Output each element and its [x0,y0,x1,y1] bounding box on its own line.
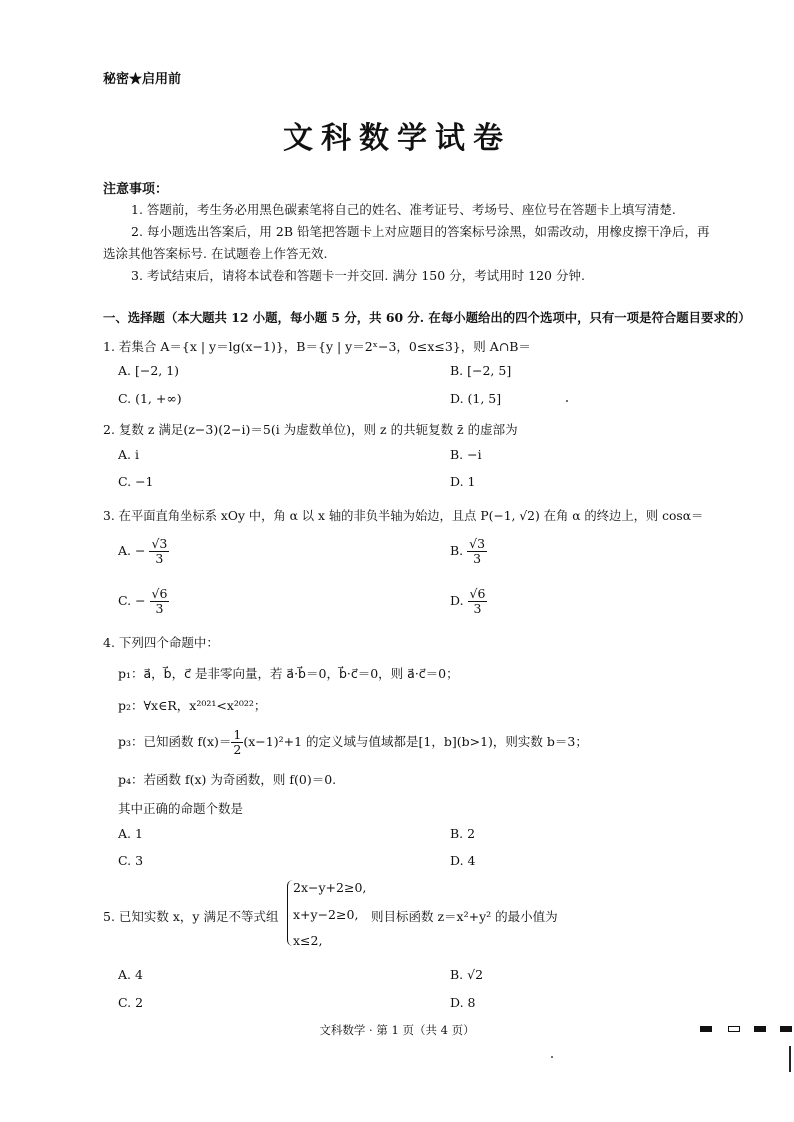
numerator: √3 [469,536,486,551]
registration-mark [780,1026,792,1032]
fraction-one-half [231,728,243,757]
question-3-stem: 3. 在平面直角坐标系 xOy 中，角 α 以 x 轴的非负半轴为始边，且点 P(−1, √2) 在角 α 的终边上，则 cosα＝ [103,509,704,523]
question-3-option-a [118,537,169,566]
confidential-label: 秘密★启用前 [103,72,182,87]
question-4-option-d: D. 4 [450,853,476,868]
question-2-option-c: C. −1 [118,474,154,489]
registration-mark [728,1026,740,1032]
page-title: 文科数学试卷 [283,121,511,156]
fraction [150,587,170,616]
fraction [467,537,487,566]
question-4-option-a: A. 1 [118,826,143,841]
question-2-option-a: A. i [118,447,139,462]
constraint-3: x≤2, [293,933,323,948]
question-2-option-d: D. 1 [450,474,476,489]
denominator: 3 [155,600,164,616]
denominator: 3 [155,550,164,566]
p3-prefix: p₃：已知函数 f(x)＝ [118,733,232,749]
numerator: √6 [151,586,168,601]
question-4-ask: 其中正确的命题个数是 [118,801,244,816]
question-5-option-d: D. 8 [450,995,476,1010]
constraint-1: 2x−y+2≥0, [293,880,367,895]
question-2-stem: 2. 复数 z 满足(z−3)(2−i)＝5(i 为虚数单位)，则 z 的共轭复数 z̄ 的虚部为 [103,422,518,437]
question-3-option-b [450,537,487,566]
constraint-2: x+y−2≥0, [293,907,359,922]
fraction [468,587,488,616]
question-5-option-b: B. √2 [450,967,484,982]
numerator: √3 [151,536,168,551]
option-c-label: C. − [118,592,146,608]
question-4-option-c: C. 3 [118,853,144,868]
scan-edge-line [789,1046,791,1072]
question-4-stem: 4. 下列四个命题中： [103,635,219,650]
option-d-label: D. [450,592,464,608]
question-5-option-a: A. 4 [118,967,143,982]
p3-suffix: (x−1)²+1 的定义域与值域都是[1，b](b>1)，则实数 b＝3； [243,733,588,749]
question-1-option-b: B. [−2, 5] [450,363,512,378]
question-4-option-b: B. 2 [450,826,476,841]
option-b-label: B. [450,542,464,558]
question-5-option-c: C. 2 [118,995,144,1010]
notice-item-1: 1. 答题前，考生务必用黑色碳素笔将自己的姓名、准考证号、考场号、座位号在答题卡上填写清楚. [131,202,676,217]
question-3-option-c [118,587,169,616]
speck-mark [566,400,568,402]
numerator: √6 [469,586,486,601]
fraction [149,537,169,566]
denominator: 3 [473,550,482,566]
denominator: 2 [233,741,242,757]
registration-mark [754,1026,766,1032]
question-5-stem-post: 则目标函数 z＝x²+y² 的最小值为 [371,909,558,924]
numerator: 1 [233,727,242,742]
question-5-stem-pre: 5. 已知实数 x，y 满足不等式组 [103,909,279,924]
registration-mark [700,1026,712,1032]
notice-item-3: 3. 考试结束后，请将本试卷和答题卡一并交回. 满分 150 分，考试用时 120 分钟. [131,268,585,283]
proposition-p2: p₂：∀x∈R，x²⁰²¹<x²⁰²²； [118,698,267,713]
question-2-option-b: B. −i [450,447,482,462]
proposition-p1: p₁：a⃗，b⃗，c⃗ 是非零向量，若 a⃗·b⃗＝0，b⃗·c⃗＝0，则 a⃗·c⃗＝0； [118,666,459,681]
question-1-option-c: C. (1, +∞) [118,391,182,406]
question-1-option-a: A. [−2, 1) [118,363,180,378]
speck-mark [551,1056,553,1058]
page-footer: 文科数学 · 第 1 页（共 4 页） [319,1023,475,1037]
denominator: 3 [473,600,482,616]
notice-item-2: 2. 每小题选出答案后，用 2B 铅笔把答题卡上对应题目的答案标号涂黑，如需改动，用橡皮擦干净后，再 [131,224,710,239]
notice-item-2-cont: 选涂其他答案标号. 在试题卷上作答无效. [103,246,328,261]
section-heading: 一、选择题（本大题共 12 小题，每小题 5 分，共 60 分. 在每小题给出的四个选项中，只有一项是符合题目要求的） [103,310,751,325]
proposition-p3 [118,728,588,757]
question-1-option-d: D. (1, 5] [450,391,502,406]
option-a-label: A. − [118,542,146,558]
question-3-option-d [450,587,487,616]
question-1-stem: 1. 若集合 A＝{x | y＝lg(x−1)}，B＝{y | y＝2ˣ−3，0≤x≤3}，则 A∩B＝ [103,339,531,354]
proposition-p4: p₄：若函数 f(x) 为奇函数，则 f(0)＝0. [118,772,337,787]
notice-heading: 注意事项： [103,182,169,197]
